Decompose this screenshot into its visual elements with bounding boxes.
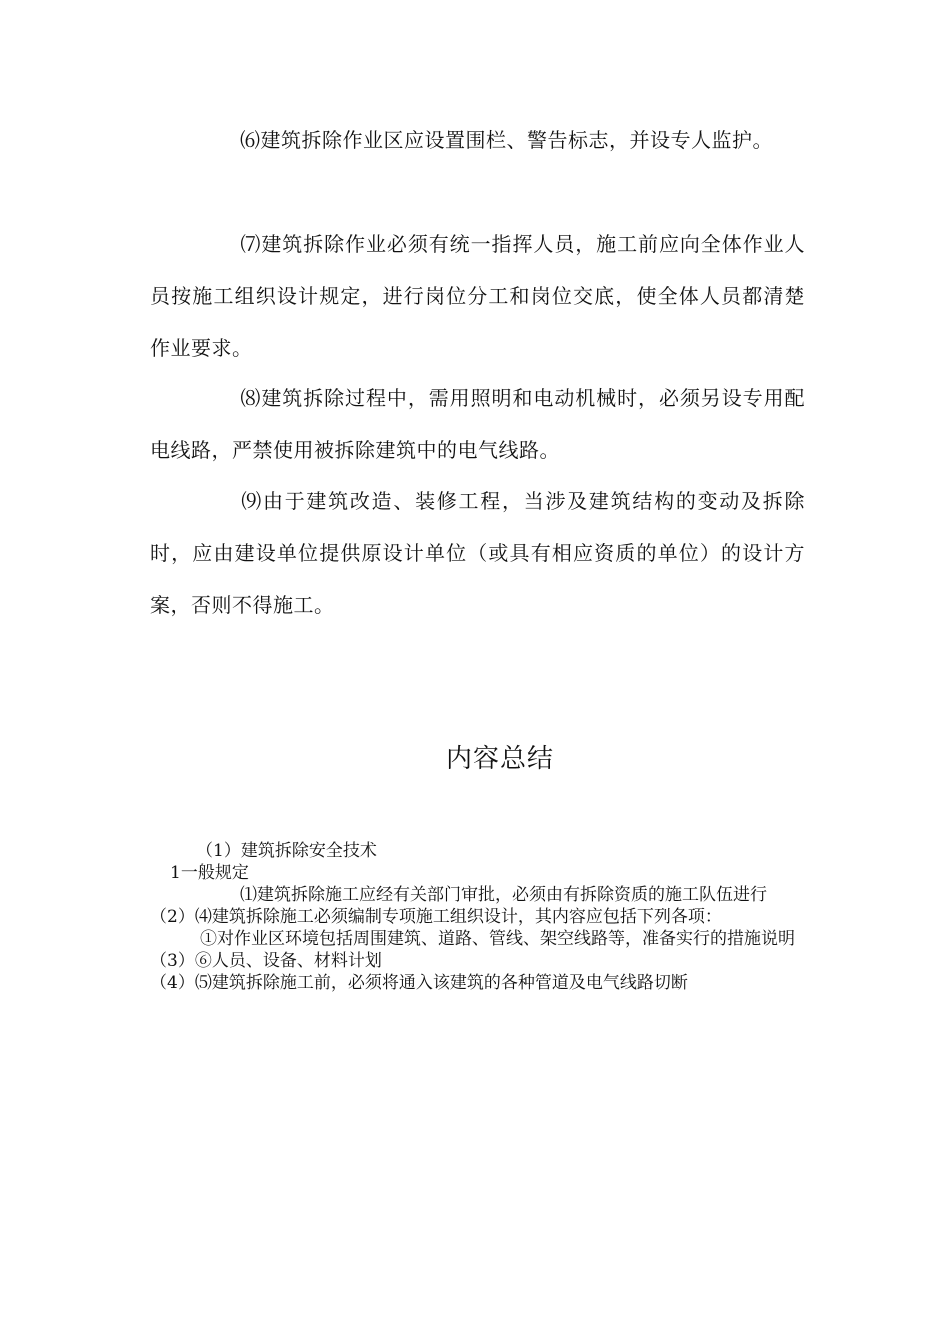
summary-line-5: [150, 928, 800, 950]
body-paragraph-6: [150, 114, 805, 166]
body-paragraph-7: [150, 218, 805, 374]
body-paragraph-text: ⑹建筑拆除作业区应设置围栏、警告标志，并设专人监护。: [240, 128, 773, 152]
summary-line-7: （4）⑸建筑拆除施工前，必须将通入该建筑的各种管道及电气线路切断: [150, 973, 688, 993]
summary-title: 内容总结: [445, 744, 554, 774]
summary-section: [150, 840, 800, 994]
summary-line-5-text: ①对作业区环境包括周围建筑、道路、管线、架空线路等，准备实行的措施说明: [200, 929, 795, 949]
summary-line-4: （2）⑷建筑拆除施工必须编制专项施工组织设计，其内容应包括下列各项：: [150, 907, 722, 927]
body-paragraph-text: ⑺建筑拆除作业必须有统一指挥人员，施工前应向全体作业人员按施工组织设计规定，进行岗位分工和岗位交底，使全体人员都清楚作业要求。: [150, 232, 805, 360]
summary-line-6: （3）⑥人员、设备、材料计划: [150, 951, 382, 971]
summary-line-3-text: ⑴建筑拆除施工应经有关部门审批，必须由有拆除资质的施工队伍进行: [240, 885, 767, 905]
body-paragraph-9: [150, 475, 805, 631]
body-paragraph-text: ⑼由于建筑改造、装修工程，当涉及建筑结构的变动及拆除时，应由建设单位提供原设计单位（或具有相应资质的单位）的设计方案，否则不得施工。: [150, 489, 805, 617]
body-paragraph-8: [150, 372, 805, 476]
summary-line-1: （1）建筑拆除安全技术: [196, 841, 377, 861]
summary-line-2: 1一般规定: [170, 863, 249, 883]
summary-line-3: [150, 884, 800, 906]
body-paragraph-text: ⑻建筑拆除过程中，需用照明和电动机械时，必须另设专用配电线路，严禁使用被拆除建筑中的电气线路。: [150, 386, 805, 462]
